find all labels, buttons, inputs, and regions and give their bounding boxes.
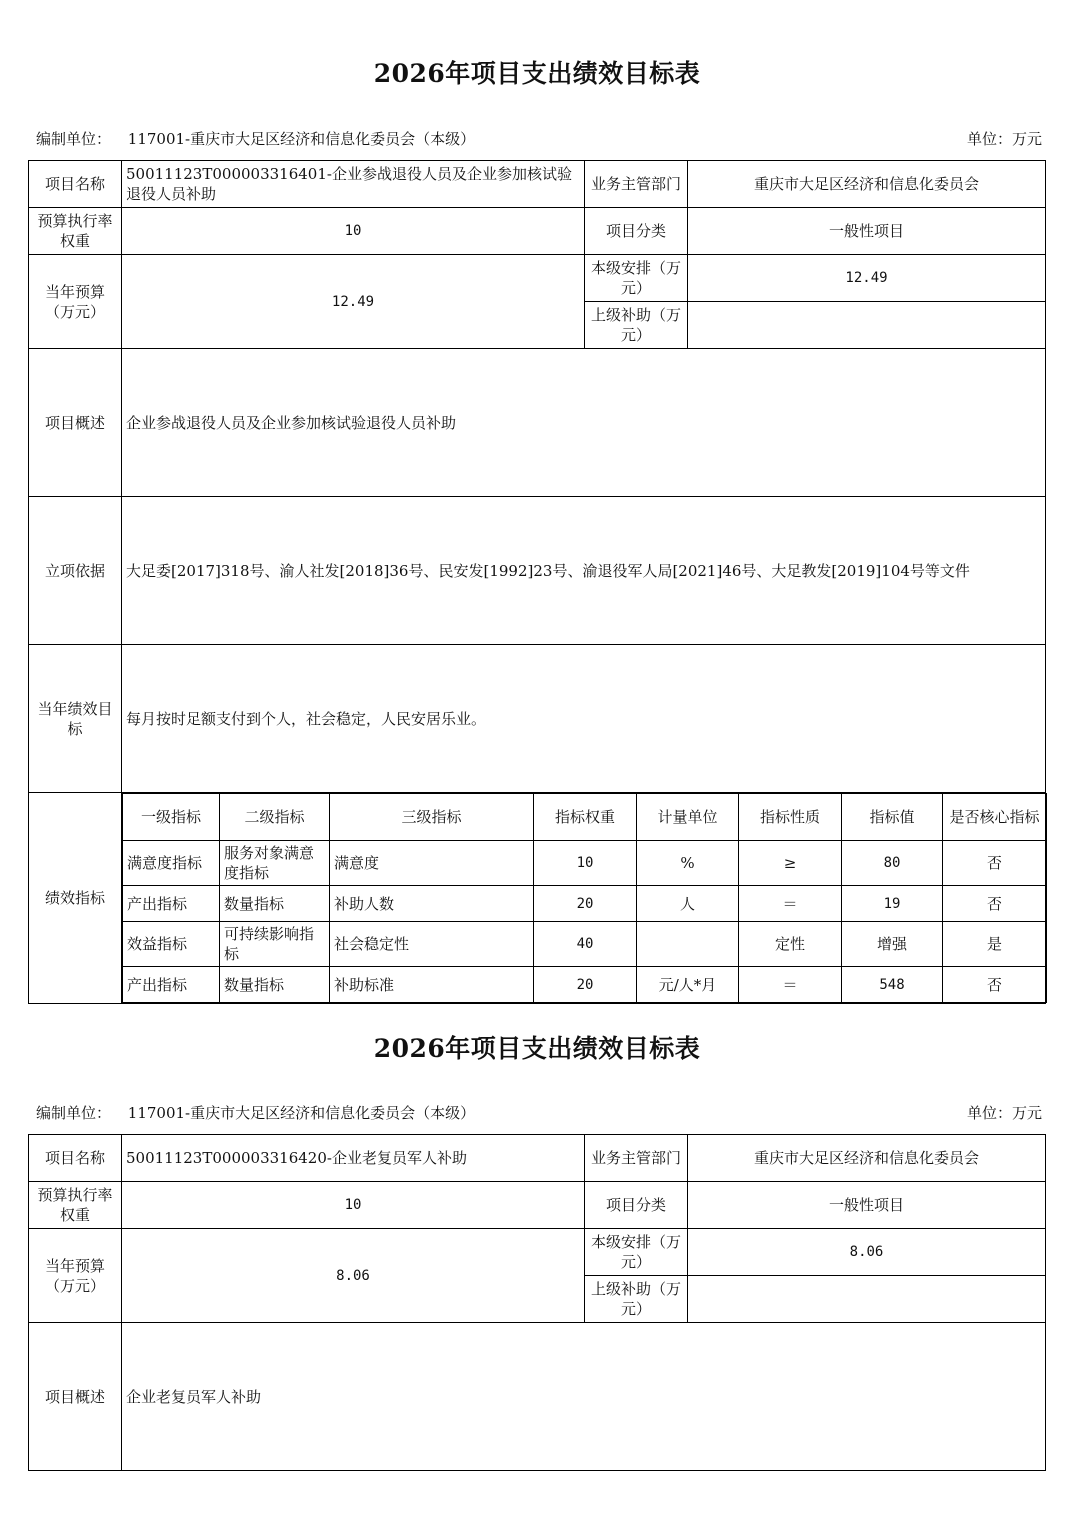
unit-value: 117001-重庆市大足区经济和信息化委员会（本级） [127,1104,476,1122]
nature-cell: ≥ [739,841,842,886]
local-value: 12.49 [688,255,1046,302]
level2-cell: 服务对象满意度指标 [220,841,330,886]
summary-value: 企业老复员军人补助 [122,1323,1046,1471]
project-name-label: 项目名称 [29,1135,122,1182]
superior-value [688,1276,1046,1323]
weight-value: 10 [122,1182,585,1229]
form-2-meta [36,1102,1042,1123]
goal-label: 当年绩效目标 [29,645,122,793]
currency-label: 单位：万元 [966,1104,1042,1122]
nature-cell: ＝ [739,886,842,922]
indicator-header: 三级指标 [330,794,534,841]
table-row [123,967,1047,1003]
local-label: 本级安排（万元） [585,1229,688,1276]
weight-value: 10 [122,208,585,255]
level2-cell: 数量指标 [220,967,330,1003]
table-row [123,841,1047,886]
table-row [123,922,1047,967]
nature-cell: 定性 [739,922,842,967]
nature-cell: ＝ [739,967,842,1003]
form-1-meta [36,128,1042,149]
unit-cell: 元/人*月 [637,967,739,1003]
goal-value: 每月按时足额支付到个人，社会稳定，人民安居乐业。 [122,645,1046,793]
summary-value: 企业参战退役人员及企业参加核试验退役人员补助 [122,349,1046,497]
summary-label: 项目概述 [29,349,122,497]
core-cell: 是 [943,922,1047,967]
form-1-title: 2026年项目支出绩效目标表 [373,59,701,88]
level1-cell: 产出指标 [123,967,220,1003]
superior-label: 上级补助（万元） [585,302,688,349]
weight-label: 预算执行率权重 [29,1182,122,1229]
project-name-label: 项目名称 [29,161,122,208]
level3-cell: 补助人数 [330,886,534,922]
project-name-value: 50011123T000003316420-企业老复员军人补助 [122,1135,585,1182]
level3-cell: 补助标准 [330,967,534,1003]
basis-value: 大足委[2017]318号、渝人社发[2018]36号、民安发[1992]23号、渝退役军人局[2021]46号、大足教发[2019]104号等文件 [122,497,1046,645]
table-row [123,886,1047,922]
form-2-title: 2026年项目支出绩效目标表 [373,1034,701,1063]
dept-label: 业务主管部门 [585,1135,688,1182]
indicators-label: 绩效指标 [29,793,122,1004]
indicator-header: 一级指标 [123,794,220,841]
core-cell: 否 [943,841,1047,886]
superior-value [688,302,1046,349]
unit-label: 编制单位： [36,130,112,148]
indicator-header: 计量单位 [637,794,739,841]
unit-label: 编制单位： [36,1104,112,1122]
core-cell: 否 [943,886,1047,922]
indicator-header-row [123,794,1047,841]
summary-label: 项目概述 [29,1323,122,1471]
indicator-header: 指标性质 [739,794,842,841]
unit-cell: 人 [637,886,739,922]
weight-cell: 40 [534,922,637,967]
weight-cell: 10 [534,841,637,886]
form-1-table [28,160,1046,1004]
local-value: 8.06 [688,1229,1046,1276]
budget-label: 当年预算（万元） [29,1229,122,1323]
level2-cell: 数量指标 [220,886,330,922]
indicators-cell [122,793,1046,1004]
value-cell: 80 [842,841,943,886]
indicator-header: 指标值 [842,794,943,841]
budget-value: 8.06 [122,1229,585,1323]
category-label: 项目分类 [585,1182,688,1229]
local-label: 本级安排（万元） [585,255,688,302]
indicator-header: 指标权重 [534,794,637,841]
level2-cell: 可持续影响指标 [220,922,330,967]
value-cell: 增强 [842,922,943,967]
core-cell: 否 [943,967,1047,1003]
basis-label: 立项依据 [29,497,122,645]
indicator-header: 是否核心指标 [943,794,1047,841]
weight-cell: 20 [534,967,637,1003]
project-name-value: 50011123T000003316401-企业参战退役人员及企业参加核试验退役人员补助 [122,161,585,208]
superior-label: 上级补助（万元） [585,1276,688,1323]
budget-value: 12.49 [122,255,585,349]
unit-value: 117001-重庆市大足区经济和信息化委员会（本级） [127,130,476,148]
level3-cell: 满意度 [330,841,534,886]
currency-label: 单位：万元 [966,130,1042,148]
value-cell: 19 [842,886,943,922]
form-2-table [28,1134,1046,1471]
level1-cell: 效益指标 [123,922,220,967]
level1-cell: 满意度指标 [123,841,220,886]
dept-label: 业务主管部门 [585,161,688,208]
category-label: 项目分类 [585,208,688,255]
dept-value: 重庆市大足区经济和信息化委员会 [688,1135,1046,1182]
weight-cell: 20 [534,886,637,922]
value-cell: 548 [842,967,943,1003]
category-value: 一般性项目 [688,1182,1046,1229]
budget-label: 当年预算（万元） [29,255,122,349]
category-value: 一般性项目 [688,208,1046,255]
level3-cell: 社会稳定性 [330,922,534,967]
level1-cell: 产出指标 [123,886,220,922]
dept-value: 重庆市大足区经济和信息化委员会 [688,161,1046,208]
indicators-table [122,793,1047,1003]
unit-cell [637,922,739,967]
indicator-header: 二级指标 [220,794,330,841]
weight-label: 预算执行率权重 [29,208,122,255]
unit-cell: % [637,841,739,886]
